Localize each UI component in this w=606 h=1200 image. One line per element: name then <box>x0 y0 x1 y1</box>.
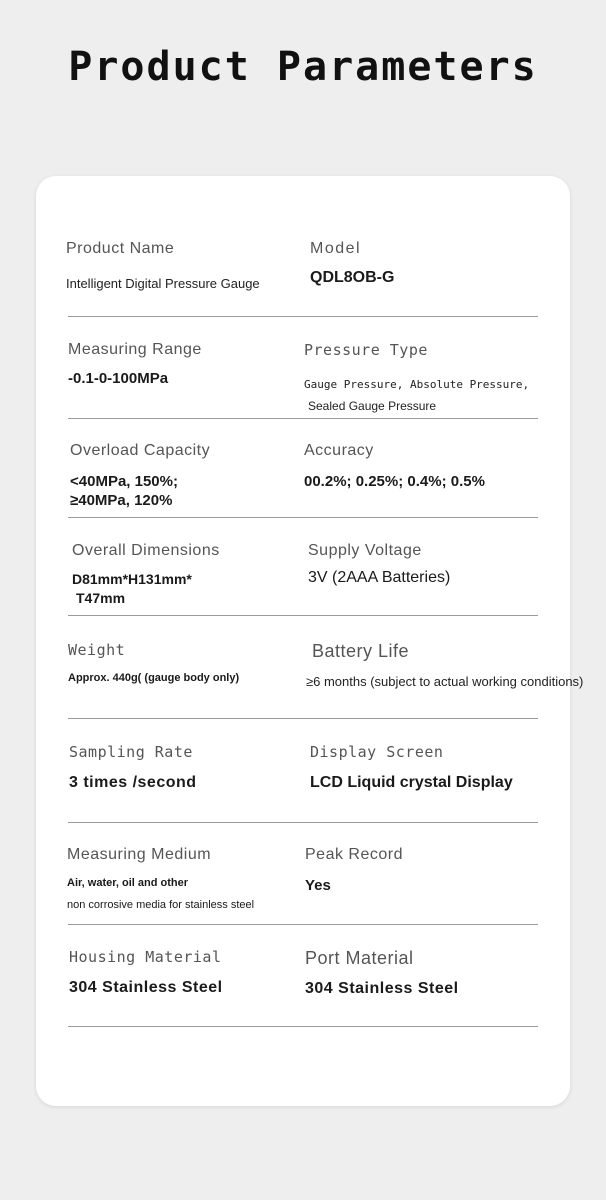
param-label: Overload Capacity <box>70 442 211 459</box>
param-value: D81mm*H131mm* <box>72 571 192 587</box>
param-value: Approx. 440g( (gauge body only) <box>68 672 240 684</box>
param-label: Supply Voltage <box>308 542 422 559</box>
param-product-name <box>66 240 316 293</box>
param-port-material <box>305 948 555 998</box>
param-label: Housing Material <box>69 948 222 966</box>
param-label: Model <box>310 240 362 257</box>
param-display-screen <box>310 743 560 792</box>
param-label: Measuring Range <box>68 341 202 358</box>
parameters-card <box>36 176 584 1106</box>
param-label: Overall Dimensions <box>72 542 220 559</box>
param-peak-record <box>305 846 555 895</box>
param-label: Sampling Rate <box>69 743 193 761</box>
param-battery-life <box>306 641 584 691</box>
row-divider <box>68 1026 538 1027</box>
row-divider <box>68 822 538 823</box>
param-supply-voltage <box>308 542 558 587</box>
row-divider <box>68 615 538 616</box>
param-label: Pressure Type <box>304 341 428 359</box>
param-label: Accuracy <box>304 442 374 459</box>
param-value-line2: non corrosive media for stainless steel <box>67 899 255 911</box>
param-overload-capacity <box>70 442 320 510</box>
param-value: 304 Stainless Steel <box>305 980 459 997</box>
param-label: Peak Record <box>305 846 403 863</box>
param-value-line2: Sealed Gauge Pressure <box>308 399 437 413</box>
row-divider <box>68 924 538 925</box>
param-sampling-rate <box>69 743 319 792</box>
param-value: Air, water, oil and other <box>67 877 189 889</box>
param-value: Gauge Pressure, Absolute Pressure, <box>304 378 530 391</box>
param-overall-dimensions <box>72 542 322 608</box>
param-pressure-type <box>304 341 570 416</box>
row-divider <box>68 418 538 419</box>
param-weight <box>68 641 318 688</box>
param-measuring-medium <box>67 846 317 916</box>
param-value: 3 times /second <box>69 774 197 791</box>
param-value: LCD Liquid crystal Display <box>310 774 513 791</box>
param-value: ≥6 months (subject to actual working conditions) <box>306 674 584 689</box>
param-value: -0.1-0-100MPa <box>68 370 169 387</box>
param-label: Battery Life <box>312 641 410 661</box>
param-housing-material <box>69 948 319 997</box>
param-value: Intelligent Digital Pressure Gauge <box>66 276 260 291</box>
page-title: Product Parameters <box>68 44 538 90</box>
param-value: <40MPa, 150%; <box>70 473 178 490</box>
param-label: Display Screen <box>310 743 444 761</box>
param-label: Measuring Medium <box>67 846 212 863</box>
param-measuring-range <box>68 341 318 388</box>
param-label: Product Name <box>66 240 175 257</box>
row-divider <box>68 718 538 719</box>
param-value: 304 Stainless Steel <box>69 979 223 996</box>
param-label: Port Material <box>305 948 414 968</box>
row-divider <box>68 316 538 317</box>
param-model <box>310 240 560 287</box>
param-accuracy <box>304 442 554 491</box>
param-value: QDL8OB-G <box>310 269 395 286</box>
param-value-line2: T47mm <box>76 590 126 606</box>
param-value: 00.2%; 0.25%; 0.4%; 0.5% <box>304 473 485 490</box>
param-value-line2: ≥40MPa, 120% <box>70 492 173 509</box>
param-label: Weight <box>68 641 126 659</box>
row-divider <box>68 517 538 518</box>
param-value: 3V (2AAA Batteries) <box>308 569 451 586</box>
param-value: Yes <box>305 877 331 894</box>
